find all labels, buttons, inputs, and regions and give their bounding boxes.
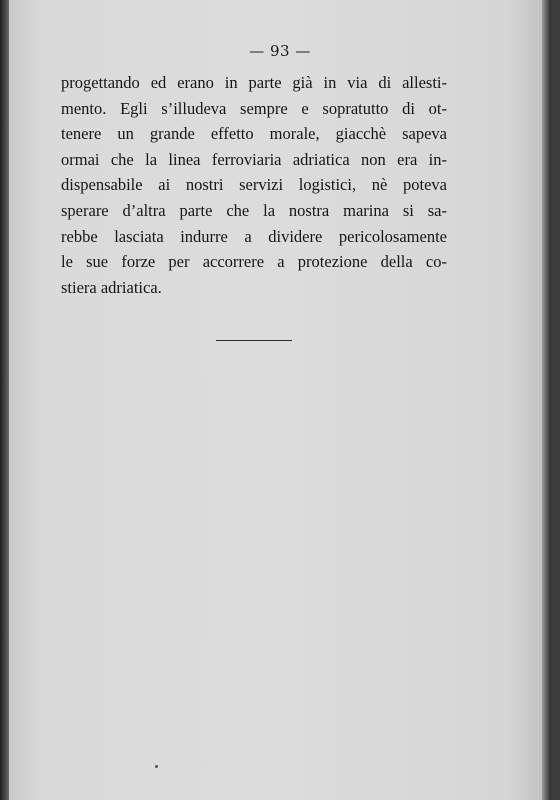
section-end-rule bbox=[216, 340, 292, 341]
page-right-edge bbox=[542, 0, 551, 800]
book-page bbox=[9, 0, 551, 800]
text-line: rebbe lasciata indurre a dividere pericolosamente bbox=[61, 226, 447, 246]
text-line: tenere un grande effetto morale, giacchè sapeva bbox=[61, 124, 447, 144]
text-line: mento. Egli s’illudeva sempre e sopratutto di ot- bbox=[61, 98, 447, 118]
book-spine-shadow bbox=[0, 0, 9, 800]
body-paragraph bbox=[61, 70, 447, 300]
paper-speck bbox=[155, 765, 158, 768]
text-line: ormai che la linea ferroviaria adriatica non era in- bbox=[61, 149, 447, 169]
text-line: dispensabile ai nostri servizi logistici, nè poteva bbox=[61, 175, 447, 195]
text-line: sperare d’altra parte che la nostra marina si sa- bbox=[61, 200, 447, 220]
text-line: progettando ed erano in parte già in via di allesti- bbox=[61, 73, 447, 92]
page-number: — 93 — bbox=[249, 42, 311, 60]
text-line: le sue forze per accorrere a protezione della co- bbox=[61, 252, 447, 272]
text-line: stiera adriatica. bbox=[61, 277, 162, 297]
